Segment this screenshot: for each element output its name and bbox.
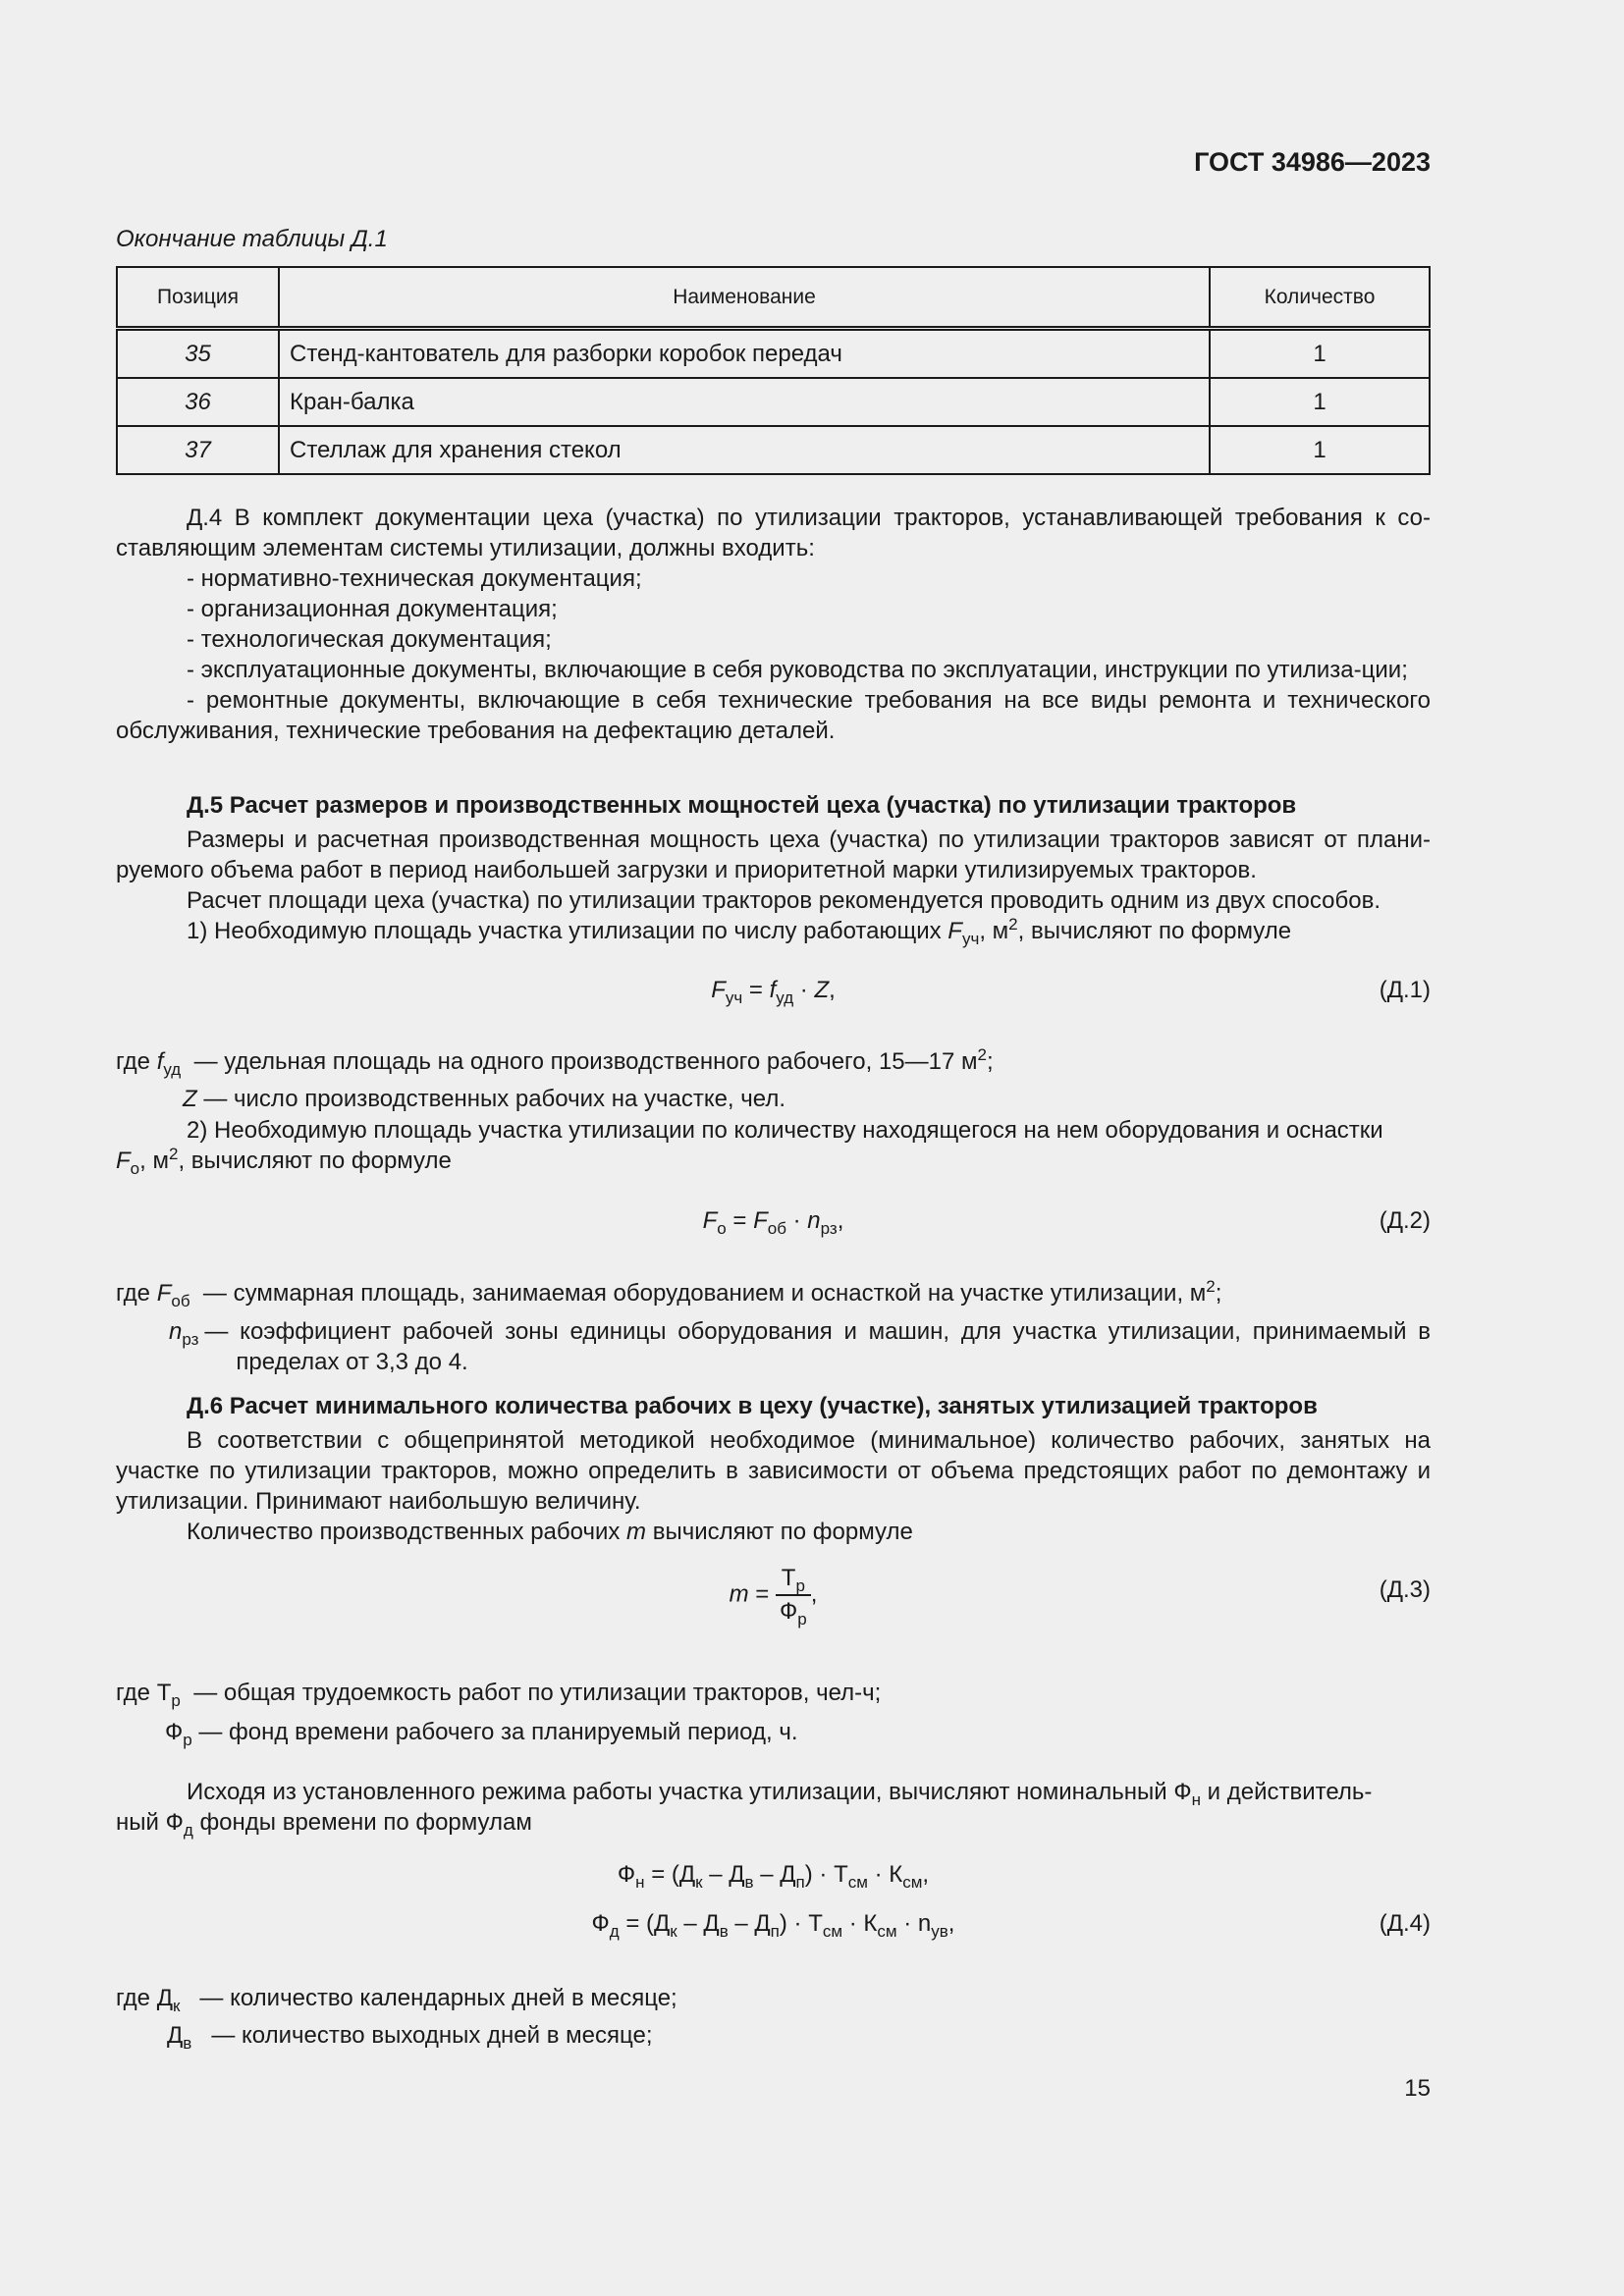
where-n-rz: $n_{рз}$ — коэффициент рабочей зоны единицы оборудования и машин, для участка утилизации, принимаемый в пределах от 3,3 до 4. xyxy=(169,1318,1431,1375)
formula-d4-actual: $Ф_д = (Д_к - Д_в - Д_п) \cdot Т_{см} \cdot К_{см} \cdot n_{ув}$, xyxy=(591,1910,955,1941)
d4-intro: Д.4 В комплект документации цеха (участка) по утилизации тракторов, устанавливающей требования к со-ставляющим элементам системы утилизации, должны входить: xyxy=(116,505,1431,561)
where-f-ud: где $f_{уд}$ — удельная площадь на одного производственного рабочего, 15—17 $м^2$; xyxy=(116,1045,994,1079)
formula-d3: m = $\frac{Т_р}{Ф_р}$ , xyxy=(729,1565,818,1629)
list-item: - технологическая документация; xyxy=(187,626,552,653)
cell-position: 36 xyxy=(117,378,279,426)
formula-number-d1: (Д.1) xyxy=(1379,977,1431,1003)
cell-name: Кран-балка xyxy=(279,378,1210,426)
cell-name: Стеллаж для хранения стекол xyxy=(279,426,1210,474)
formula-d4-nominal: $Ф_н = (Д_к - Д_в - Д_п) \cdot Т_{см} \cdot К_{см}$, xyxy=(617,1861,930,1892)
formula-number-d2: (Д.2) xyxy=(1379,1207,1431,1234)
d5-paragraph-2: Расчет площади цеха (участка) по утилизации тракторов рекомендуется проводить одним из двух способов. xyxy=(187,887,1380,914)
equipment-table xyxy=(116,266,1431,475)
where-t-r: где $Т_р$ — общая трудоемкость работ по утилизации тракторов, чел-ч; xyxy=(116,1680,882,1710)
d5-paragraph-4: 2) Необходимую площадь участка утилизации по количеству находящегося на нем оборудования и оснастки $F_о$, $м^2$, вычисляют по формуле xyxy=(116,1117,1383,1178)
cell-name: Стенд-кантователь для разборки коробок передач xyxy=(279,329,1210,379)
formula-number-d3: (Д.3) xyxy=(1379,1576,1431,1603)
page-number: 15 xyxy=(1404,2075,1431,2102)
cell-quantity: 1 xyxy=(1210,426,1430,474)
d5-heading: Д.5 Расчет размеров и производственных мощностей цеха (участка) по утилизации тракторов xyxy=(187,792,1297,819)
col-header-quantity: Количество xyxy=(1210,267,1430,329)
table-caption: Окончание таблицы Д.1 xyxy=(116,226,388,252)
cell-quantity: 1 xyxy=(1210,329,1430,379)
table-header-row xyxy=(117,267,1430,329)
document-id: ГОСТ 34986—2023 xyxy=(1194,147,1431,177)
section-d6 xyxy=(116,1391,1431,1547)
where-phi-r: $Ф_р$ — фонд времени рабочего за планируемый период, ч. xyxy=(165,1719,798,1749)
list-item: - нормативно-техническая документация; xyxy=(187,565,642,592)
table-row xyxy=(117,378,1430,426)
formula-d1: $F_{уч} = f_{уд} \cdot Z$, xyxy=(711,977,836,1007)
formula-d2: $F_о = F_{об} \cdot n_{рз}$, xyxy=(702,1207,844,1238)
where-z: Z — число производственных рабочих на участке, чел. xyxy=(183,1086,785,1112)
d5-paragraph-3: 1) Необходимую площадь участка утилизации по числу работающих $F_{уч}$, $м^2$, вычисляют по формуле xyxy=(187,915,1292,948)
table-row xyxy=(117,426,1430,474)
fraction: $\frac{Т_р}{Ф_р}$ xyxy=(776,1565,811,1626)
where-f-ob: где $F_{об}$ — суммарная площадь, занимаемая оборудованием и оснасткой на участке утилизации, $м^2$; xyxy=(116,1277,1222,1310)
cell-quantity: 1 xyxy=(1210,378,1430,426)
d6-paragraph-1: В соответствии с общепринятой методикой необходимое (минимальное) количество рабочих, занятых на участке по утилизации тракторов, можно определить в зависимости от объема предстоящих работ по демонтажу и утилизации. Принимают наибольшую величину. xyxy=(116,1427,1431,1515)
formula-number-d4: (Д.4) xyxy=(1379,1910,1431,1937)
d6-paragraph-2: Количество производственных рабочих m вычисляют по формуле xyxy=(187,1519,913,1545)
cell-position: 37 xyxy=(117,426,279,474)
d6-heading: Д.6 Расчет минимального количества рабочих в цеху (участке), занятых утилизацией тракторов xyxy=(187,1393,1318,1419)
where-d-k: где $Д_к$ — количество календарных дней в месяце; xyxy=(116,1985,677,2015)
d5-paragraph-1: Размеры и расчетная производственная мощность цеха (участка) по утилизации тракторов зависят от плани-руемого объема работ в период наибольшей загрузки и приоритетной марки утилизируемых тракторов. xyxy=(116,827,1431,883)
list-item: - организационная документация; xyxy=(187,596,558,622)
d6-paragraph-3: Исходя из установленного режима работы участка утилизации, вычисляют номинальный $Ф_н$ и действитель- ный $Ф_д$ фонды времени по формулам xyxy=(116,1779,1373,1840)
section-d4 xyxy=(116,503,1431,746)
section-d5 xyxy=(116,790,1431,946)
table-row xyxy=(117,329,1430,379)
col-header-position: Позиция xyxy=(117,267,279,329)
list-item: - эксплуатационные документы, включающие в себя руководства по эксплуатации, инструкции по утилиза-ции; xyxy=(187,657,1408,683)
list-item: - ремонтные документы, включающие в себя технические требования на все виды ремонта и технического обслуживания, технические требования на дефектацию деталей. xyxy=(116,687,1431,744)
where-d-v: $Д_в$ — количество выходных дней в месяце; xyxy=(167,2022,653,2053)
cell-position: 35 xyxy=(117,329,279,379)
col-header-name: Наименование xyxy=(279,267,1210,329)
